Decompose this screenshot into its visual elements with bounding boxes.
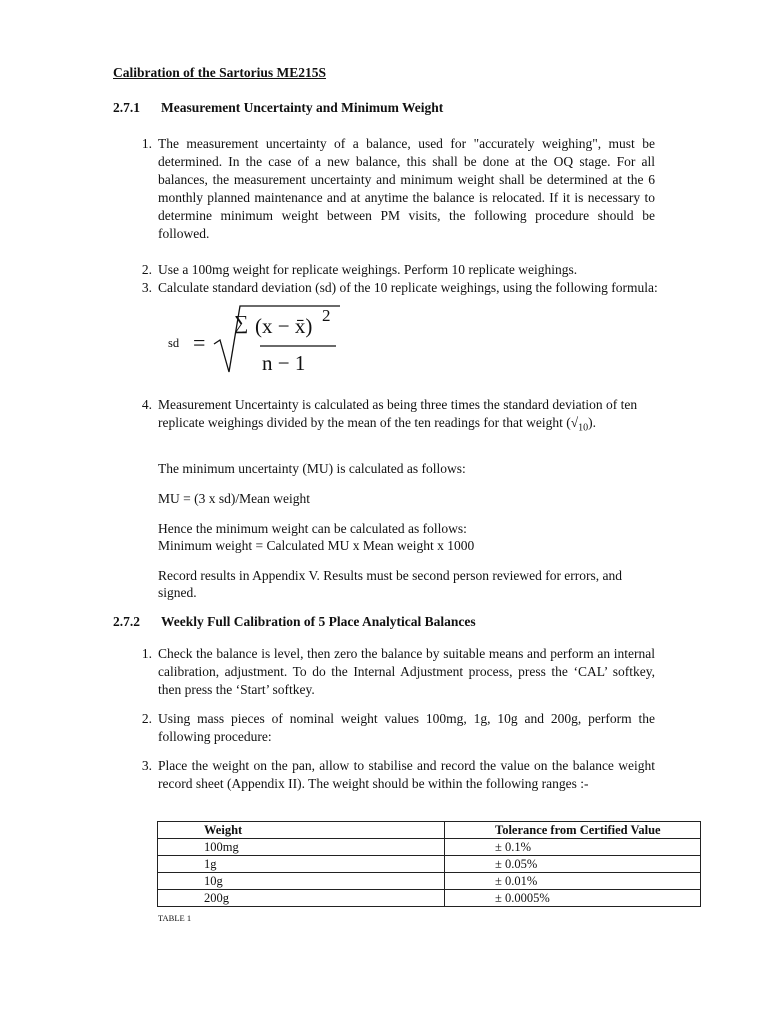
list-number: 3. <box>141 280 152 295</box>
list-text: Using mass pieces of nominal weight values 100mg, 1g, 10g and 200g, perform the following procedure: <box>158 711 655 744</box>
sqrt-10-notation: $(√_{10})$. <box>566 415 597 434</box>
summation-symbol: ∑ <box>234 312 249 334</box>
list-item <box>136 710 666 748</box>
tolerance-cell: ± 0.05% <box>445 856 701 873</box>
tolerance-cell: ± 0.01% <box>445 873 701 890</box>
table-caption: TABLE 1 <box>158 913 192 923</box>
formula-exponent: 2 <box>322 306 331 325</box>
list-item <box>136 645 666 701</box>
list-number: 1. <box>141 136 152 151</box>
document-title: Calibration of the Sartorius ME215S <box>113 65 327 80</box>
list-number: 4. <box>141 397 152 412</box>
list-item <box>136 757 666 813</box>
paragraph: Hence the minimum weight can be calculated as follows: <box>158 521 467 536</box>
tolerance-cell: ± 0.1% <box>445 839 701 856</box>
list-text: Check the balance is level, then zero the balance by suitable means and perform an internal calibration, adjustment. To do the Internal Adjustment process, press the ‘CAL’ softkey, then press the ‘Start’ softkey. <box>158 646 655 697</box>
item4-text: Measurement Uncertainty is calculated as being three times the standard deviation of ten replicate weighings divided by the mean of the ten readings for that weight <box>158 397 638 430</box>
paragraph: Record results in Appendix V. Results must be second person reviewed for errors, and signed. <box>158 568 623 600</box>
list-number: 2. <box>141 262 152 277</box>
list-text: Calculate standard deviation (sd) of the 10 replicate weighings, using the following formula: <box>158 280 658 295</box>
column-header-tolerance: Tolerance from Certified Value <box>445 822 701 839</box>
paragraph: MU = (3 x sd)/Mean weight <box>158 491 310 506</box>
list-item <box>136 279 756 297</box>
paragraph: The minimum uncertainty (MU) is calculated as follows: <box>158 461 466 476</box>
section-number: 2.7.2 <box>113 614 140 629</box>
table-header-row <box>158 822 701 839</box>
list-text: Place the weight on the pan, allow to stabilise and record the value on the balance weight record sheet (Appendix II). The weight should be within the following ranges :- <box>158 758 655 791</box>
list-text: The measurement uncertainty of a balance, used for "accurately weighing", must be determined. In the case of a new balance, this shall be done at the OQ stage. For all balances, the measurement uncertainty and minimum weight shall be determined at the 6 monthly planned maintenance and at anytime the balance is relocated. If it is necessary to determine minimum weight between PM visits, the following procedure should be followed. <box>158 136 655 241</box>
list-number: 3. <box>141 758 152 773</box>
weight-cell: 1g <box>158 856 445 873</box>
formula-label: sd <box>168 336 180 350</box>
list-text: Use a 100mg weight for replicate weighings. Perform 10 replicate weighings. <box>158 262 578 277</box>
formula-equals: = <box>193 330 206 355</box>
weight-cell: 10g <box>158 873 445 890</box>
table-row <box>158 856 701 873</box>
list-item <box>136 396 666 456</box>
weight-cell: 200g <box>158 890 445 907</box>
list-item <box>136 135 666 245</box>
section-heading-2-7-1 <box>113 100 673 118</box>
list-number: 2. <box>141 711 152 726</box>
formula-numerator: (x − x̄) <box>255 314 313 338</box>
formula-denominator: n − 1 <box>262 351 306 375</box>
list-number: 1. <box>141 646 152 661</box>
table-row <box>158 873 701 890</box>
list-text <box>158 396 658 438</box>
weight-cell: 100mg <box>158 839 445 856</box>
section-number: 2.7.1 <box>113 100 140 115</box>
tolerance-table <box>157 821 701 907</box>
section-title: Weekly Full Calibration of 5 Place Analytical Balances <box>161 614 476 629</box>
section-heading-2-7-2 <box>113 614 673 632</box>
paragraph: Minimum weight = Calculated MU x Mean weight x 1000 <box>158 538 475 553</box>
table-row <box>158 890 701 907</box>
table-row <box>158 839 701 856</box>
column-header-weight: Weight <box>158 822 445 839</box>
tolerance-cell: ± 0.0005% <box>445 890 701 907</box>
list-item <box>136 261 736 279</box>
section-title: Measurement Uncertainty and Minimum Weight <box>161 100 444 115</box>
